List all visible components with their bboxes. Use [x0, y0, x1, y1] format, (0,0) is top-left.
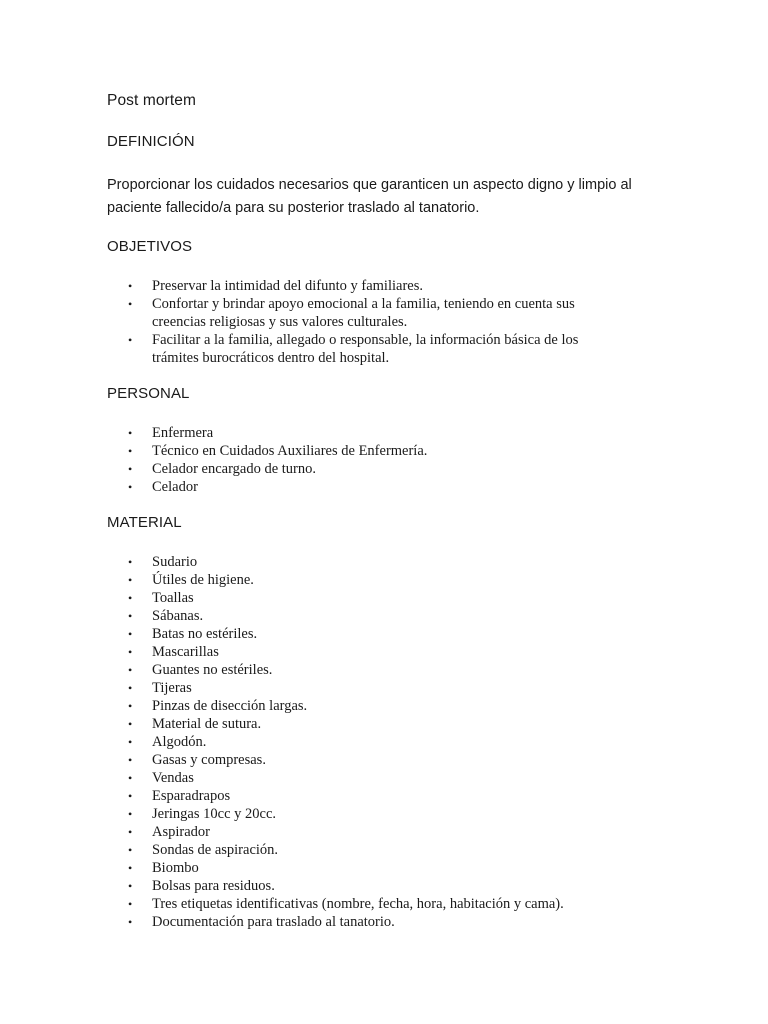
bullet-icon: •: [128, 573, 133, 587]
list-item: • Tres etiquetas identificativas (nombre, fecha, hora, habitación y cama).: [128, 896, 564, 912]
bullet-icon: •: [128, 717, 133, 731]
list-item: • Esparadrapos: [128, 788, 231, 804]
bullet-icon: •: [128, 789, 133, 803]
list-item: • Celador: [128, 479, 198, 495]
section-heading-objetivos: OBJETIVOS: [107, 238, 193, 255]
material-list: [107, 553, 667, 931]
bullet-icon: •: [128, 480, 133, 494]
list-item: • Pinzas de disección largas.: [128, 698, 308, 714]
list-item: • Vendas: [128, 770, 194, 786]
personal-list: [107, 424, 667, 496]
bullet-icon: •: [128, 753, 133, 767]
section-heading-definicion: DEFINICIÓN: [107, 133, 195, 150]
bullet-icon: •: [128, 861, 133, 875]
list-item: • Sábanas.: [128, 608, 204, 624]
bullet-icon: •: [128, 681, 133, 695]
list-item: • Tijeras: [128, 680, 192, 696]
bullet-icon: •: [128, 699, 133, 713]
page-title: Post mortem: [107, 92, 196, 109]
definicion-paragraph: [107, 174, 667, 220]
list-item: • Técnico en Cuidados Auxiliares de Enfermería.: [128, 443, 428, 459]
bullet-icon: •: [128, 462, 133, 476]
list-item: • Sondas de aspiración.: [128, 842, 279, 858]
list-item: • Útiles de higiene.: [128, 572, 254, 588]
bullet-icon: •: [128, 915, 133, 929]
definicion-line-1: Proporcionar los cuidados necesarios que garanticen un aspecto digno y limpio al: [107, 177, 632, 193]
list-item: • Confortar y brindar apoyo emocional a la familia, teniendo en cuenta sus creencias religiosas y sus valores culturales.: [128, 296, 575, 330]
bullet-icon: •: [128, 825, 133, 839]
list-item: • Bolsas para residuos.: [128, 878, 275, 894]
bullet-icon: •: [128, 735, 133, 749]
bullet-icon: •: [128, 627, 133, 641]
list-item: • Gasas y compresas.: [128, 752, 266, 768]
bullet-icon: •: [128, 333, 133, 347]
bullet-icon: •: [128, 297, 133, 311]
objetivos-list: [107, 277, 627, 367]
list-item: • Guantes no estériles.: [128, 662, 273, 678]
section-heading-personal: PERSONAL: [107, 385, 190, 402]
bullet-icon: •: [128, 591, 133, 605]
list-item: • Aspirador: [128, 824, 210, 840]
list-item: • Material de sutura.: [128, 716, 262, 732]
bullet-icon: •: [128, 426, 133, 440]
list-item: • Enfermera: [128, 425, 214, 441]
list-item: • Preservar la intimidad del difunto y familiares.: [128, 278, 423, 294]
bullet-icon: •: [128, 645, 133, 659]
bullet-icon: •: [128, 279, 133, 293]
bullet-icon: •: [128, 555, 133, 569]
bullet-icon: •: [128, 807, 133, 821]
list-item: • Jeringas 10cc y 20cc.: [128, 806, 277, 822]
bullet-icon: •: [128, 843, 133, 857]
list-item: • Documentación para traslado al tanatorio.: [128, 914, 395, 930]
list-item: • Sudario: [128, 554, 198, 570]
list-item: • Mascarillas: [128, 644, 219, 660]
bullet-icon: •: [128, 771, 133, 785]
section-heading-material: MATERIAL: [107, 514, 182, 531]
bullet-icon: •: [128, 444, 133, 458]
list-item: • Algodón.: [128, 734, 207, 750]
list-item: • Toallas: [128, 590, 194, 606]
bullet-icon: •: [128, 897, 133, 911]
bullet-icon: •: [128, 879, 133, 893]
bullet-icon: •: [128, 663, 133, 677]
list-item: • Biombo: [128, 860, 199, 876]
list-item: • Facilitar a la familia, allegado o responsable, la información básica de los trámites burocráticos dentro del hospital.: [128, 332, 579, 366]
bullet-icon: •: [128, 609, 133, 623]
list-item: • Batas no estériles.: [128, 626, 258, 642]
list-item: • Celador encargado de turno.: [128, 461, 317, 477]
definicion-line-2: paciente fallecido/a para su posterior traslado al tanatorio.: [107, 200, 480, 216]
